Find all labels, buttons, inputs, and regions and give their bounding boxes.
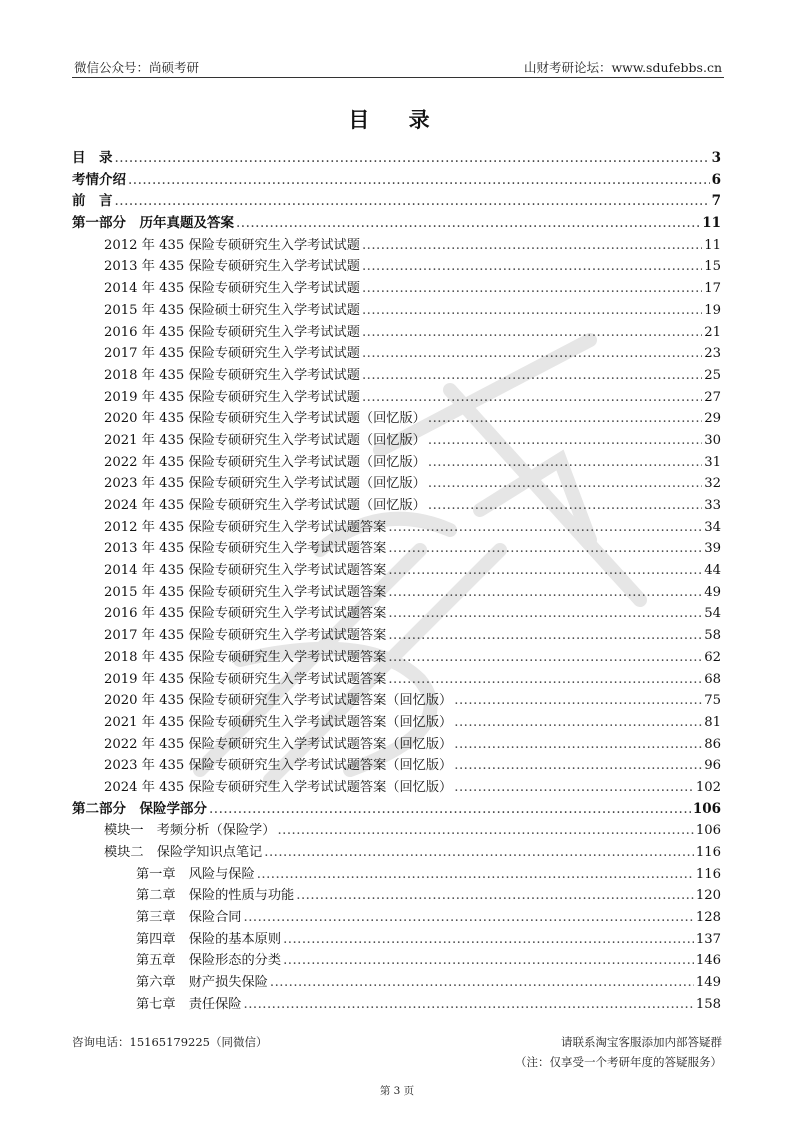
toc-entry[interactable] xyxy=(72,950,721,972)
toc-entry-label: 第六章 财产损失保险 xyxy=(136,975,268,991)
toc-dot-leader xyxy=(270,972,694,994)
toc-entry-label: 第四章 保险的基本原则 xyxy=(136,931,282,947)
toc-entry-page: 137 xyxy=(695,931,721,947)
toc-dot-leader xyxy=(454,712,702,734)
toc-entry-page: 86 xyxy=(704,736,721,752)
toc-entry-label: 2014 年 435 保险专硕研究生入学考试试题答案 xyxy=(104,563,387,579)
toc-dot-leader xyxy=(362,343,702,365)
toc-entry[interactable] xyxy=(72,430,721,452)
toc-entry-label: 2019 年 435 保险专硕研究生入学考试试题答案 xyxy=(104,671,387,687)
toc-entry-label: 2023 年 435 保险专硕研究生入学考试试题答案（回忆版） xyxy=(104,758,453,774)
toc-entry[interactable] xyxy=(72,517,721,539)
toc-entry-page: 33 xyxy=(704,498,721,513)
toc-entry[interactable] xyxy=(72,473,721,495)
toc-entry-page: 62 xyxy=(704,649,721,665)
toc-entry-label: 第二章 保险的性质与功能 xyxy=(136,888,295,904)
header-divider xyxy=(72,77,724,78)
toc-dot-leader xyxy=(115,191,710,213)
toc-dot-leader xyxy=(236,213,700,235)
toc-dot-leader xyxy=(362,256,702,278)
toc-entry-label: 2024 年 435 保险专硕研究生入学考试试题答案（回忆版） xyxy=(104,779,453,795)
toc-entry-page: 146 xyxy=(695,953,721,969)
toc-entry[interactable] xyxy=(72,734,721,756)
toc-entry[interactable] xyxy=(72,842,721,864)
toc-dot-leader xyxy=(388,582,702,604)
toc-dot-leader xyxy=(388,603,702,625)
toc-entry[interactable] xyxy=(72,755,721,777)
toc-entry[interactable] xyxy=(72,387,721,409)
toc-entry[interactable] xyxy=(72,799,721,821)
toc-entry-label: 2016 年 435 保险专硕研究生入学考试试题答案 xyxy=(104,606,387,622)
toc-entry-page: 116 xyxy=(695,866,721,882)
toc-entry-label: 前 言 xyxy=(72,193,113,210)
toc-dot-leader xyxy=(428,452,702,474)
toc-entry-page: 17 xyxy=(704,281,721,297)
toc-entry-page: 6 xyxy=(711,171,721,188)
page-header xyxy=(72,58,724,78)
toc-entry-page: 19 xyxy=(704,302,721,318)
toc-entry-page: 81 xyxy=(704,714,721,730)
toc-entry[interactable] xyxy=(72,538,721,560)
toc-entry-page: 34 xyxy=(704,519,721,535)
toc-entry[interactable] xyxy=(72,365,721,387)
toc-entry-page: 27 xyxy=(704,389,721,405)
toc-dot-leader xyxy=(209,799,691,821)
toc-entry-label: 第一章 风险与保险 xyxy=(136,866,255,882)
toc-entry-page: 3 xyxy=(711,150,721,166)
toc-entry[interactable] xyxy=(72,191,721,213)
toc-entry-page: 68 xyxy=(704,671,721,687)
toc-dot-leader xyxy=(244,907,694,929)
toc-entry[interactable] xyxy=(72,213,721,235)
toc-entry-page: 116 xyxy=(695,845,721,860)
toc-entry-label: 2019 年 435 保险专硕研究生入学考试试题 xyxy=(104,389,360,405)
toc-dot-leader xyxy=(362,322,702,344)
footer-note: （注：仅享受一个考研年度的答疑服务） xyxy=(515,1055,722,1069)
toc-entry-page: 106 xyxy=(695,823,721,839)
toc-entry-page: 96 xyxy=(704,758,721,774)
toc-dot-leader xyxy=(115,148,710,170)
toc-entry-page: 120 xyxy=(695,888,721,904)
footer-service: 请联系淘宝客服添加内部答疑群 xyxy=(561,1035,722,1049)
page-number: 第 3 页 xyxy=(379,1085,415,1097)
toc-entry-label: 第一部分 历年真题及答案 xyxy=(72,215,234,232)
toc-entry[interactable] xyxy=(72,625,721,647)
toc-dot-leader xyxy=(388,647,702,669)
toc-entry-page: 15 xyxy=(704,259,721,275)
toc-entry-label: 2014 年 435 保险专硕研究生入学考试试题 xyxy=(104,281,360,297)
toc-entry-page: 149 xyxy=(695,975,721,991)
toc-entry-page: 31 xyxy=(704,454,721,470)
toc-entry-label: 第三章 保险合同 xyxy=(136,910,242,926)
toc-entry[interactable] xyxy=(72,777,721,799)
toc-entry-label: 2012 年 435 保险专硕研究生入学考试试题 xyxy=(104,237,360,253)
toc-dot-leader xyxy=(257,864,694,886)
toc-entry[interactable] xyxy=(72,235,721,257)
toc-entry-label: 2020 年 435 保险专硕研究生入学考试试题答案（回忆版） xyxy=(104,693,453,709)
toc-dot-leader xyxy=(362,278,702,300)
toc-entry[interactable] xyxy=(72,148,721,170)
toc-entry-label: 第二部分 保险学部分 xyxy=(72,800,207,817)
toc-entry[interactable] xyxy=(72,322,721,344)
toc-entry-page: 32 xyxy=(704,476,721,492)
toc-entry-page: 29 xyxy=(704,411,721,427)
toc-entry-page: 11 xyxy=(704,237,721,253)
toc-dot-leader xyxy=(388,538,702,560)
toc-entry-label: 2021 年 435 保险专硕研究生入学考试试题（回忆版） xyxy=(104,432,426,448)
header-forum-link[interactable]: 山财考研论坛：www.sdufebbs.cn xyxy=(523,60,722,75)
toc-entry-label: 2020 年 435 保险专硕研究生入学考试试题（回忆版） xyxy=(104,411,426,427)
toc-entry-label: 2018 年 435 保险专硕研究生入学考试试题答案 xyxy=(104,649,387,665)
toc-title: 目 录 xyxy=(348,107,446,132)
toc-entry[interactable] xyxy=(72,408,721,430)
toc-dot-leader xyxy=(454,755,702,777)
toc-dot-leader xyxy=(362,365,702,387)
toc-entry-label: 2022 年 435 保险专硕研究生入学考试试题（回忆版） xyxy=(104,454,426,470)
toc-entry-page: 39 xyxy=(704,541,721,557)
toc-entry[interactable] xyxy=(72,343,721,365)
toc-dot-leader xyxy=(362,387,702,409)
toc-entry[interactable] xyxy=(72,256,721,278)
toc-dot-leader xyxy=(454,777,694,799)
toc-entry[interactable] xyxy=(72,885,721,907)
toc-entry-page: 21 xyxy=(704,324,721,340)
toc-dot-leader xyxy=(428,408,702,430)
toc-entry-page: 7 xyxy=(711,193,721,210)
toc-entry-label: 2017 年 435 保险专硕研究生入学考试试题答案 xyxy=(104,628,387,644)
toc-entry-label: 2015 年 435 保险专硕研究生入学考试试题答案 xyxy=(104,584,387,600)
toc-entry[interactable] xyxy=(72,452,721,474)
toc-entry[interactable] xyxy=(72,712,721,734)
toc-entry-label: 2021 年 435 保险专硕研究生入学考试试题答案（回忆版） xyxy=(104,714,453,730)
toc-dot-leader xyxy=(388,625,702,647)
toc-entry-label: 2015 年 435 保险硕士研究生入学考试试题 xyxy=(104,302,360,318)
header-wechat-account: 微信公众号：尚硕考研 xyxy=(74,60,200,75)
toc-dot-leader xyxy=(428,473,702,495)
toc-entry[interactable] xyxy=(72,300,721,322)
toc-entry[interactable] xyxy=(72,907,721,929)
toc-entry-label: 2016 年 435 保险专硕研究生入学考试试题 xyxy=(104,324,360,340)
toc-entry-label: 2012 年 435 保险专硕研究生入学考试试题答案 xyxy=(104,519,387,535)
toc-dot-leader xyxy=(128,170,710,192)
toc-entry-page: 75 xyxy=(704,693,721,709)
toc-entry-page: 102 xyxy=(695,779,721,795)
toc-entry[interactable] xyxy=(72,647,721,669)
toc-entry-page: 58 xyxy=(704,628,721,644)
toc-entry[interactable] xyxy=(72,929,721,951)
toc-entry-label: 模块一 考频分析（保险学） xyxy=(104,823,276,839)
toc-entry-label: 2013 年 435 保险专硕研究生入学考试试题 xyxy=(104,259,360,275)
toc-entry-page: 106 xyxy=(692,800,721,817)
toc-entry-page: 11 xyxy=(702,215,721,232)
toc-entry-label: 2022 年 435 保险专硕研究生入学考试试题答案（回忆版） xyxy=(104,736,453,752)
toc-dot-leader xyxy=(264,842,694,864)
toc-entry-label: 2017 年 435 保险专硕研究生入学考试试题 xyxy=(104,346,360,362)
toc-entry-page: 44 xyxy=(704,563,721,579)
toc-entry-label: 第五章 保险形态的分类 xyxy=(136,953,282,969)
toc-entry-label: 2018 年 435 保险专硕研究生入学考试试题 xyxy=(104,367,360,383)
toc-entry-label: 2013 年 435 保险专硕研究生入学考试试题答案 xyxy=(104,541,387,557)
toc-entry[interactable] xyxy=(72,603,721,625)
toc-entry-label: 考情介绍 xyxy=(72,171,126,188)
footer-contact: 咨询电话：15165179225（同微信） xyxy=(72,1035,268,1049)
toc-entry[interactable] xyxy=(72,972,721,994)
toc-entry-page: 54 xyxy=(704,606,721,622)
toc-dot-leader xyxy=(244,994,694,1016)
toc-dot-leader xyxy=(388,517,702,539)
toc-dot-leader xyxy=(362,300,702,322)
toc-dot-leader xyxy=(428,430,702,452)
toc-dot-leader xyxy=(388,669,702,691)
toc-dot-leader xyxy=(277,820,693,842)
toc-entry[interactable] xyxy=(72,582,721,604)
toc-entry-page: 128 xyxy=(695,910,721,926)
toc-entry-page: 25 xyxy=(704,367,721,383)
toc-dot-leader xyxy=(428,495,702,517)
toc-entry-page: 30 xyxy=(704,432,721,448)
toc-dot-leader xyxy=(283,950,694,972)
toc-entry-label: 2023 年 435 保险专硕研究生入学考试试题（回忆版） xyxy=(104,476,426,492)
toc-dot-leader xyxy=(454,734,702,756)
toc-entry-label: 2024 年 435 保险专硕研究生入学考试试题（回忆版） xyxy=(104,498,426,513)
toc-entry-page: 158 xyxy=(695,996,721,1012)
toc-entry[interactable] xyxy=(72,690,721,712)
toc-entry-label: 第七章 责任保险 xyxy=(136,996,242,1012)
toc-entry[interactable] xyxy=(72,669,721,691)
toc-entry[interactable] xyxy=(72,170,721,192)
toc-entry-page: 49 xyxy=(704,584,721,600)
toc-entry-page: 23 xyxy=(704,346,721,362)
toc-dot-leader xyxy=(296,885,694,907)
toc-dot-leader xyxy=(283,929,694,951)
toc-entry[interactable] xyxy=(72,820,721,842)
toc-entry[interactable] xyxy=(72,864,721,886)
toc-entry[interactable] xyxy=(72,994,721,1016)
toc-entry[interactable] xyxy=(72,560,721,582)
toc-entry[interactable] xyxy=(72,495,721,517)
toc-entry-label: 目 录 xyxy=(72,150,113,166)
toc-entry-label: 模块二 保险学知识点笔记 xyxy=(104,845,263,860)
toc-dot-leader xyxy=(454,690,702,712)
table-of-contents xyxy=(72,148,721,1016)
toc-entry[interactable] xyxy=(72,278,721,300)
toc-dot-leader xyxy=(362,235,702,257)
toc-dot-leader xyxy=(388,560,702,582)
